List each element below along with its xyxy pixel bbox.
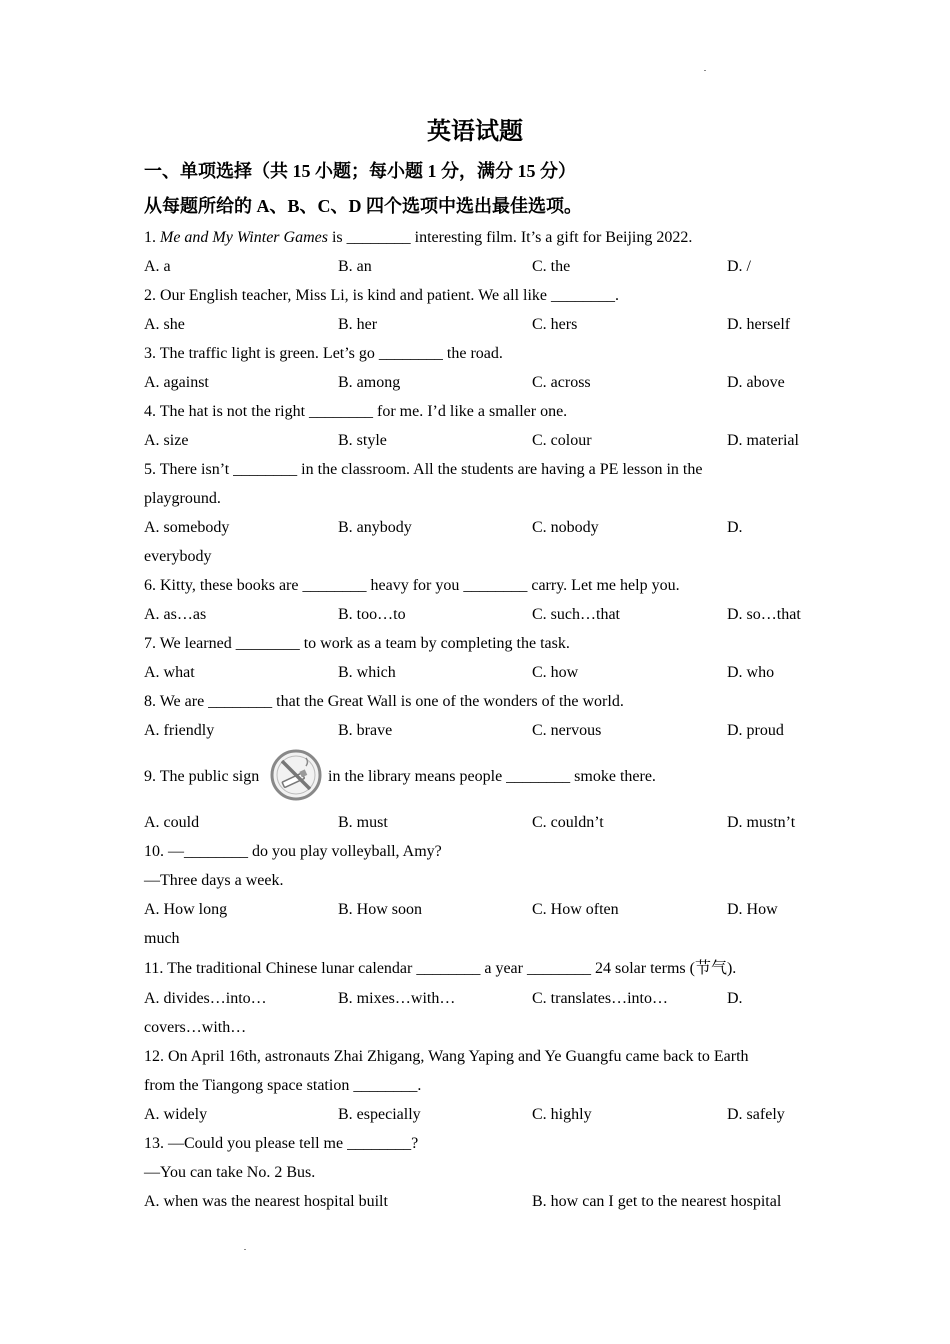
q13-option-b: B. how can I get to the nearest hospital [532, 1193, 782, 1210]
question-13-stem-line2: —You can take No. 2 Bus. [144, 1164, 316, 1181]
q12-option-b: B. especially [338, 1106, 421, 1123]
q9-option-b: B. must [338, 814, 388, 831]
q10-option-b: B. How soon [338, 901, 423, 918]
q8-option-b: B. brave [338, 722, 393, 739]
corner-mark [704, 70, 706, 71]
q4-option-d: D. material [727, 432, 799, 449]
q9-option-a: A. could [144, 814, 200, 831]
question-2-stem: 2. Our English teacher, Miss Li, is kind and patient. We all like ________. [144, 287, 620, 304]
q11-option-b: B. mixes…with… [338, 990, 456, 1007]
q7-option-d: D. who [727, 664, 775, 681]
q4-option-b: B. style [338, 432, 387, 449]
q5-option-c: C. nobody [532, 519, 599, 536]
q1-option-d: D. / [727, 258, 751, 275]
q11-option-d-wrap: covers…with… [144, 1019, 247, 1036]
q11-option-d: D. [727, 990, 743, 1007]
q6-option-c: C. such…that [532, 606, 620, 623]
q1-option-b: B. an [338, 258, 372, 275]
q10-option-c: C. How often [532, 901, 619, 918]
q5-option-b: B. anybody [338, 519, 412, 536]
q4-option-c: C. colour [532, 432, 592, 449]
q2-option-c: C. hers [532, 316, 578, 333]
q10-option-d: D. How [727, 901, 778, 918]
q3-option-b: B. among [338, 374, 401, 391]
q7-option-b: B. which [338, 664, 396, 681]
question-13-stem: 13. —Could you please tell me ________? [144, 1135, 419, 1152]
corner-mark [244, 1249, 246, 1250]
q1-option-a: A. a [144, 258, 171, 275]
q2-option-a: A. she [144, 316, 185, 333]
question-5-stem: 5. There isn’t ________ in the classroom. All the students are having a PE lesson in the [144, 461, 703, 478]
q5-option-d: D. [727, 519, 743, 536]
q10-option-a: A. How long [144, 901, 228, 918]
q12-option-c: C. highly [532, 1106, 592, 1123]
question-10-stem: 10. —________ do you play volleyball, Amy? [144, 843, 442, 860]
q6-option-d: D. so…that [727, 606, 801, 623]
q9-option-d: D. mustn’t [727, 814, 796, 831]
question-12-stem: 12. On April 16th, astronauts Zhai Zhigang, Wang Yaping and Ye Guangfu came back to Earth [144, 1048, 749, 1065]
q6-option-b: B. too…to [338, 606, 406, 623]
question-6-stem: 6. Kitty, these books are ________ heavy for you ________ carry. Let me help you. [144, 577, 680, 594]
q8-option-c: C. nervous [532, 722, 602, 739]
question-9-stem: 9. The public sign [144, 768, 260, 785]
film-title: Me and My Winter Games [160, 229, 328, 246]
question-5-stem-line2: playground. [144, 490, 221, 507]
question-8-stem: 8. We are ________ that the Great Wall is one of the wonders of the world. [144, 693, 624, 710]
question-9-stem-after: in the library means people ________ smoke there. [328, 768, 656, 785]
q11-option-c: C. translates…into… [532, 990, 668, 1007]
q11-option-a: A. divides…into… [144, 990, 267, 1007]
q5-option-a: A. somebody [144, 519, 230, 536]
q9-option-c: C. couldn’t [532, 814, 604, 831]
q12-option-d: D. safely [727, 1106, 785, 1123]
q3-option-a: A. against [144, 374, 209, 391]
question-7-stem: 7. We learned ________ to work as a team by completing the task. [144, 635, 570, 652]
q8-option-a: A. friendly [144, 722, 215, 739]
question-12-stem-line2: from the Tiangong space station ________. [144, 1077, 422, 1094]
section-heading: 一、单项选择（共 15 小题；每小题 1 分，满分 15 分） [144, 161, 576, 181]
page-title: 英语试题 [427, 119, 523, 145]
question-4-stem: 4. The hat is not the right ________ for me. I’d like a smaller one. [144, 403, 568, 420]
q1-option-c: C. the [532, 258, 571, 275]
q2-option-d: D. herself [727, 316, 791, 333]
q13-option-a: A. when was the nearest hospital built [144, 1193, 388, 1210]
q8-option-d: D. proud [727, 722, 784, 739]
section-instruction: 从每题所给的 A、B、C、D 四个选项中选出最佳选项。 [144, 196, 583, 216]
question-1-stem: 1. Me and My Winter Games is ________ interesting film. It’s a gift for Beijing 2022. [144, 229, 693, 246]
q5-option-d-wrap: everybody [144, 548, 212, 565]
q7-option-a: A. what [144, 664, 195, 681]
question-3-stem: 3. The traffic light is green. Let’s go ________ the road. [144, 345, 503, 362]
q2-option-b: B. her [338, 316, 378, 333]
q7-option-c: C. how [532, 664, 579, 681]
q6-option-a: A. as…as [144, 606, 207, 623]
question-10-stem-line2: —Three days a week. [144, 872, 284, 889]
q3-option-d: D. above [727, 374, 785, 391]
q12-option-a: A. widely [144, 1106, 208, 1123]
q10-option-d-wrap: much [144, 930, 180, 947]
q3-option-c: C. across [532, 374, 591, 391]
no-smoking-sign-icon [270, 749, 322, 801]
q4-option-a: A. size [144, 432, 189, 449]
question-11-stem: 11. The traditional Chinese lunar calendar ________ a year ________ 24 solar terms (节气). [144, 960, 737, 977]
